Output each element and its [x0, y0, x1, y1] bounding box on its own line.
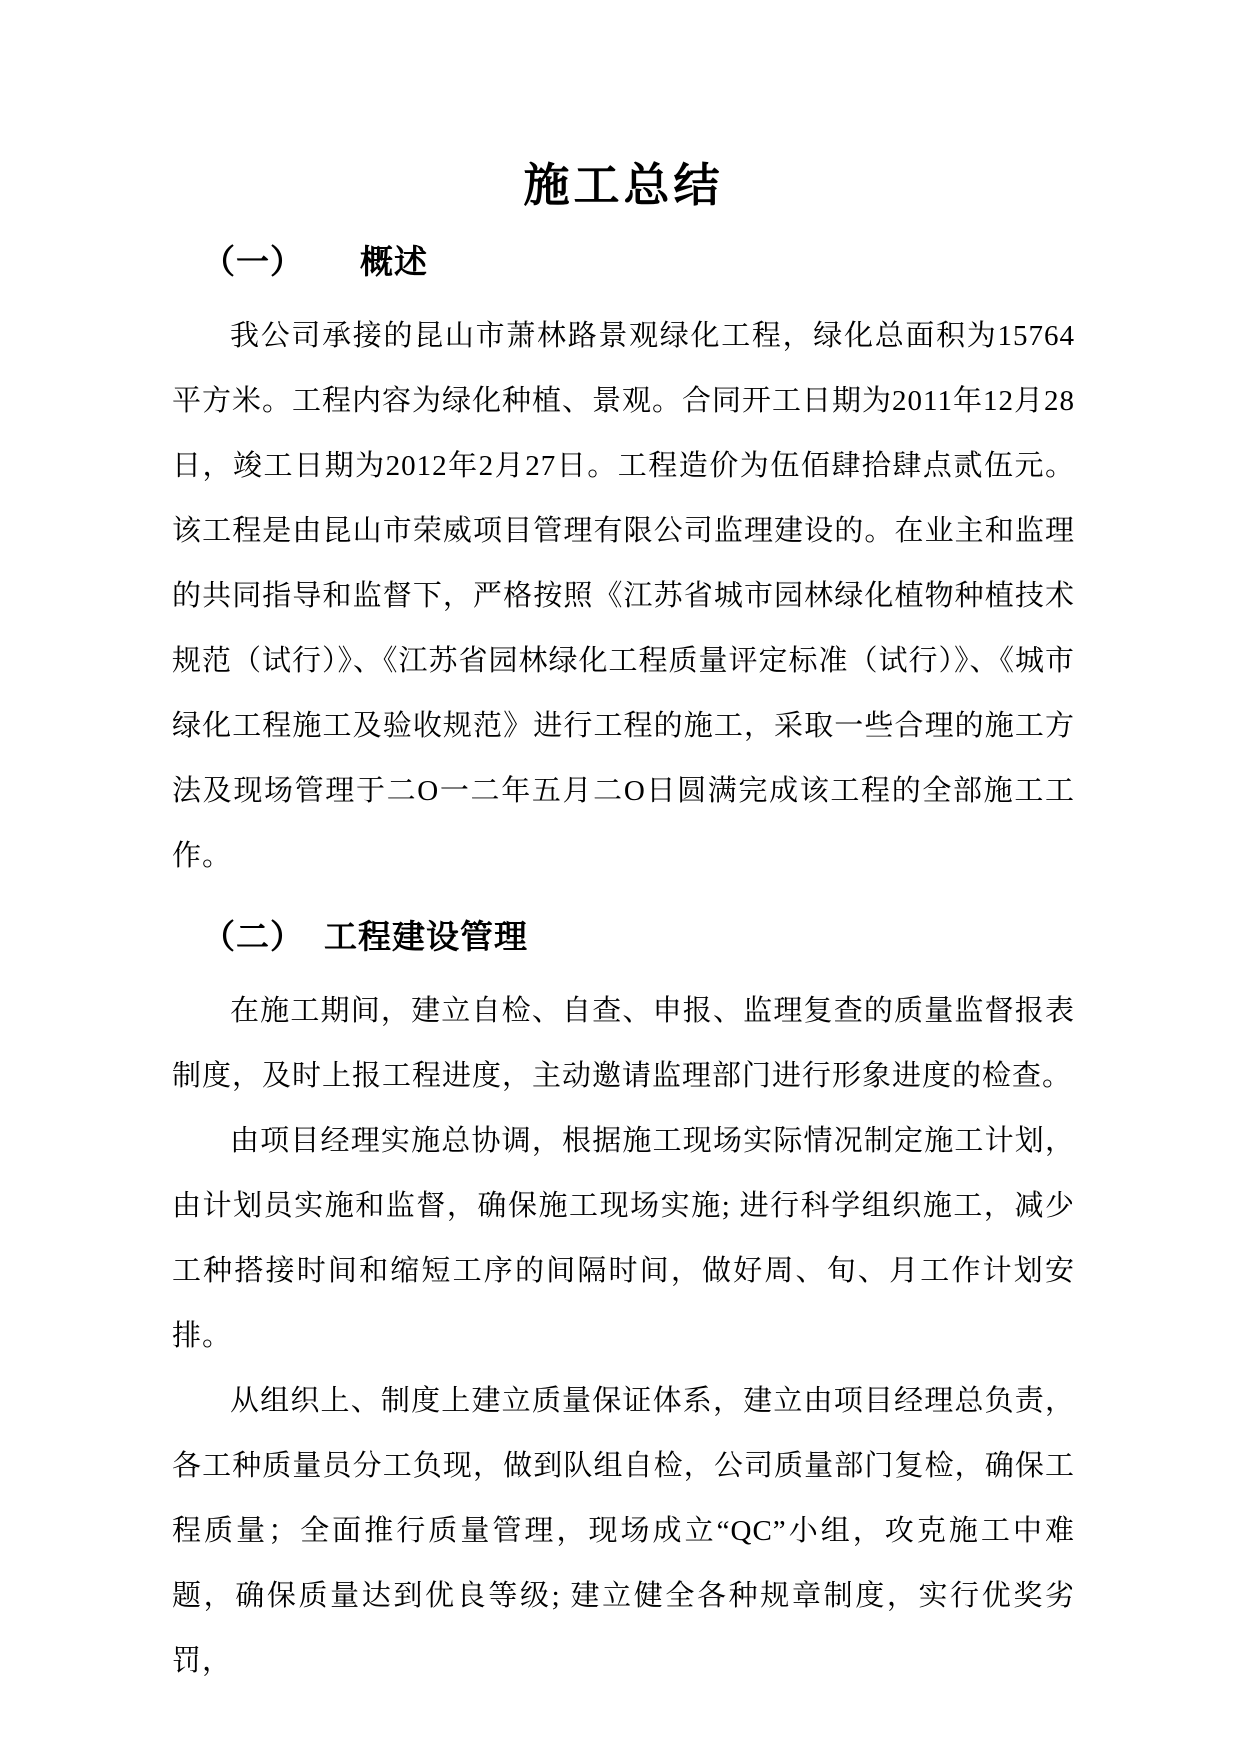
- section-management-number: （二）: [202, 920, 304, 956]
- overview-paragraph: 我公司承接的昆山市萧林路景观绿化工程，绿化总面积为15764平方米。工程内容为绿化种植、景观。合同开工日期为2011年12月28日，竣工日期为2012年2月27日。工程造价为伍佰肆拾肆点贰伍元。该工程是由昆山市荣威项目管理有限公司监理建设的。在业主和监理的共同指导和监督下，严格按照《江苏省城市园林绿化植物种植技术规范（试行）》、《江苏省园林绿化工程质量评定标准（试行）》、《城市绿化工程施工及验收规范》进行工程的施工，采取一些合理的施工方法及现场管理于二O一二年五月二O日圆满完成该工程的全部施工工作。: [172, 320, 1076, 872]
- management-paragraph-schedule: 由项目经理实施总协调，根据施工现场实际情况制定施工计划，由计划员实施和监督，确保施工现场实施; 进行科学组织施工，减少工种搭接时间和缩短工序的间隔时间，做好周、旬、月工作计划安排。: [172, 1125, 1075, 1352]
- section-overview-title: 概述: [360, 245, 428, 281]
- section-management-title: 工程建设管理: [324, 920, 528, 956]
- management-paragraph-quality-system: 从组织上、制度上建立质量保证体系，建立由项目经理总负责，各工种质量员分工负现，做到队组自检，公司质量部门复检，确保工程质量；全面推行质量管理，现场成立“QC”小组，攻克施工中难题，确保质量达到优良等级; 建立健全各种规章制度，实行优奖劣罚，: [172, 1385, 1075, 1677]
- section-overview-number: （一）: [202, 245, 304, 281]
- section-overview: [172, 242, 1075, 889]
- section-management-heading: [202, 917, 1075, 959]
- section-management-body: [172, 979, 1075, 1694]
- section-management: [172, 917, 1075, 1694]
- document-title: 施工总结: [523, 160, 724, 211]
- section-overview-heading: [202, 242, 1075, 284]
- section-overview-body: [172, 304, 1075, 889]
- management-paragraph-quality-report: 在施工期间，建立自检、自查、申报、监理复查的质量监督报表制度，及时上报工程进度，主动邀请监理部门进行形象进度的检查。: [172, 995, 1075, 1092]
